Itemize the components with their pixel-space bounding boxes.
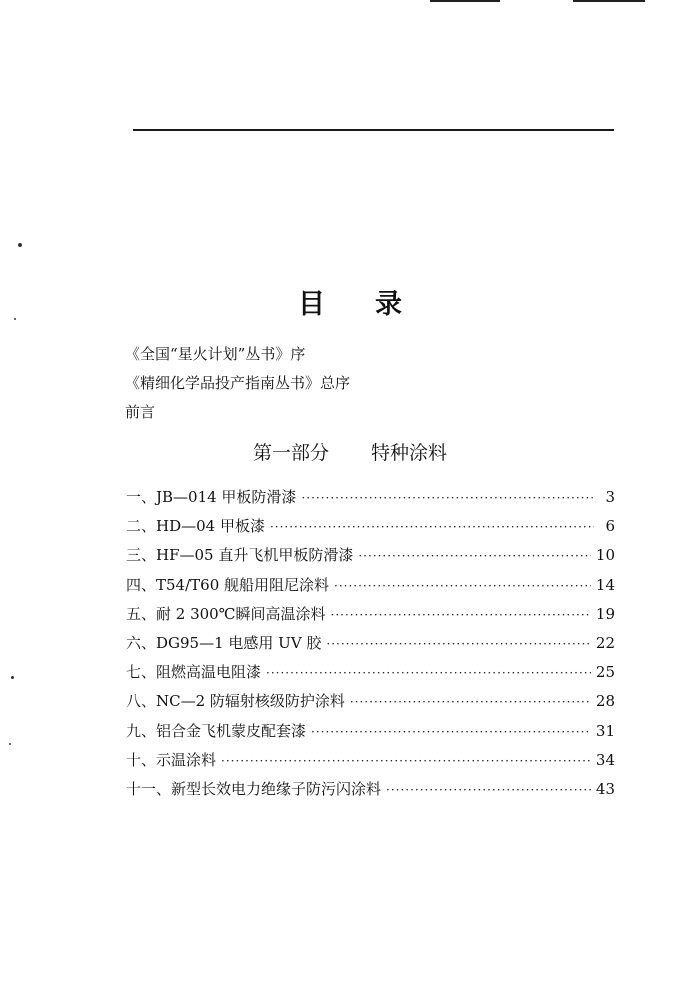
toc-entry-label: 十、示温涂料 — [126, 750, 217, 769]
toc-entry-page: 19 — [595, 604, 615, 623]
toc-entry-label: 九、铝合金飞机蒙皮配套漆 — [126, 721, 307, 740]
front-matter-general-preface: 《精细化学品投产指南丛书》总序 — [125, 374, 351, 392]
toc-entry — [126, 545, 615, 574]
toc-entry — [126, 662, 615, 691]
page-title — [0, 282, 700, 321]
toc-entry-label: 三、HF—05 直升飞机甲板防滑漆 — [126, 546, 354, 565]
toc-dot-leader — [386, 780, 591, 800]
toc-entry — [126, 779, 615, 808]
toc-entry-label: 二、HD—04 甲板漆 — [126, 517, 265, 536]
toc-entry — [126, 633, 615, 662]
toc-entry-page: 22 — [595, 633, 615, 652]
toc-dot-leader — [266, 663, 591, 683]
toc-entry-page: 14 — [595, 575, 615, 594]
toc-dot-leader — [334, 576, 591, 596]
toc-entry-page: 6 — [605, 517, 615, 536]
toc-entry-page: 3 — [605, 488, 615, 506]
toc-entry-label: 六、DG95—1 电感用 UV 胶 — [126, 633, 322, 652]
toc-list — [126, 487, 615, 808]
title-char-2: 录 — [375, 289, 402, 320]
toc-entry — [126, 750, 615, 779]
title-char-1: 目 — [298, 289, 325, 320]
part-name: 特种涂料 — [371, 442, 448, 464]
part-number: 第一部分 — [252, 442, 329, 464]
toc-entry-page: 28 — [595, 692, 615, 711]
toc-entry — [126, 487, 615, 516]
toc-dot-leader — [301, 488, 594, 508]
toc-entry-label: 四、T54/T60 舰船用阻尼涂料 — [126, 575, 330, 594]
toc-dot-leader — [358, 546, 591, 566]
toc-dot-leader — [311, 722, 591, 742]
toc-dot-leader — [331, 605, 591, 625]
toc-entry — [126, 721, 615, 750]
toc-entry-label: 十一、新型长效电力绝缘子防污闪涂料 — [126, 779, 382, 798]
top-edge-mark-left — [430, 0, 500, 2]
toc-entry-label: 八、NC—2 防辐射核级防护涂料 — [126, 692, 345, 711]
toc-entry — [126, 516, 615, 545]
toc-entry-page: 25 — [595, 663, 615, 682]
header-rule — [133, 129, 614, 131]
scan-speck — [9, 743, 11, 745]
toc-dot-leader — [326, 634, 590, 654]
front-matter-foreword: 前言 — [125, 403, 156, 421]
toc-entry-page: 10 — [595, 546, 615, 565]
toc-dot-leader — [350, 692, 591, 712]
toc-entry-page: 43 — [595, 779, 615, 798]
toc-entry — [126, 575, 615, 604]
toc-entry-page: 31 — [595, 721, 615, 740]
toc-entry-page: 34 — [595, 750, 615, 769]
toc-entry-label: 五、耐 2 300℃瞬间高温涂料 — [126, 604, 326, 623]
toc-dot-leader — [221, 751, 591, 771]
toc-entry — [126, 604, 615, 633]
toc-entry — [126, 691, 615, 720]
toc-dot-leader — [270, 517, 594, 537]
top-edge-mark-right — [573, 0, 645, 2]
part-heading — [0, 441, 700, 465]
toc-entry-label: 一、JB—014 甲板防滑漆 — [126, 488, 297, 506]
scan-speck — [18, 243, 22, 247]
scan-speck — [11, 676, 14, 679]
front-matter-series-preface: 《全国“星火计划”丛书》序 — [125, 345, 306, 363]
toc-entry-label: 七、阻燃高温电阻漆 — [126, 663, 262, 682]
